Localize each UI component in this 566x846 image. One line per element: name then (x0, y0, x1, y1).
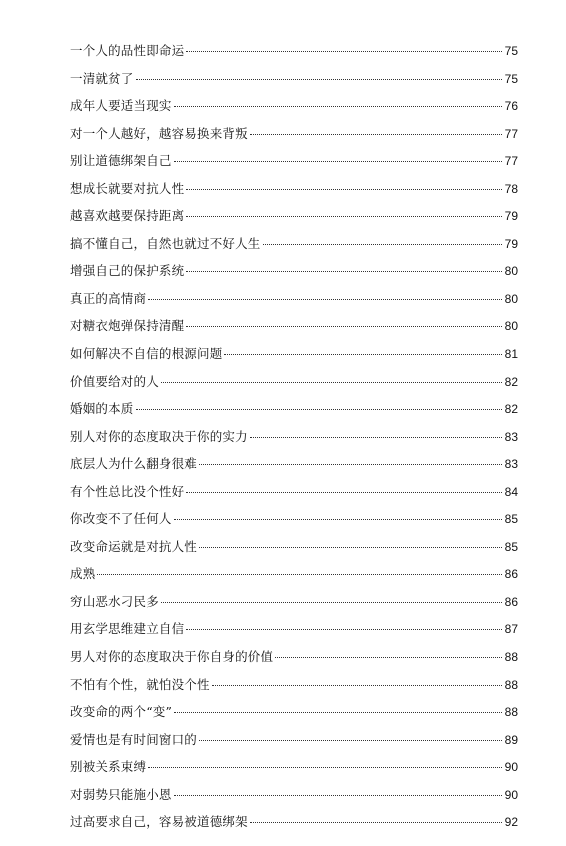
toc-entry[interactable] (70, 478, 518, 506)
toc-entry[interactable] (70, 533, 518, 561)
toc-entry-page: 92 (504, 815, 518, 830)
dot-leader (174, 519, 502, 520)
toc-entry-title: 过高要求自己，容易被道德绑架 (70, 814, 248, 830)
toc-entry-page: 82 (504, 374, 518, 389)
toc-entry[interactable] (70, 560, 518, 588)
toc-entry[interactable] (70, 671, 518, 699)
toc-entry-title: 用玄学思维建立自信 (70, 621, 185, 637)
dot-leader (186, 629, 502, 630)
dot-leader (186, 326, 502, 327)
toc-entry-title: 别让道德绑架自己 (70, 153, 172, 169)
toc-entry-page: 78 (504, 181, 518, 196)
dot-leader (250, 822, 502, 823)
toc-entry-page: 80 (504, 291, 518, 306)
dot-leader (174, 712, 502, 713)
toc-entry-title: 你改变不了任何人 (70, 511, 172, 527)
dot-leader (186, 51, 502, 52)
dot-leader (212, 685, 502, 686)
dot-leader (186, 271, 502, 272)
toc-entry[interactable] (70, 65, 518, 93)
toc-entry-page: 88 (504, 677, 518, 692)
table-of-contents (70, 37, 518, 836)
dot-leader (186, 492, 502, 493)
toc-entry-title: 价值要给对的人 (70, 373, 159, 389)
dot-leader (174, 795, 502, 796)
toc-entry-page: 88 (504, 650, 518, 665)
toc-entry-page: 79 (504, 209, 518, 224)
toc-entry[interactable] (70, 423, 518, 451)
toc-entry-page: 80 (504, 264, 518, 279)
toc-entry-title: 成熟 (70, 566, 96, 582)
dot-leader (148, 767, 502, 768)
toc-entry[interactable] (70, 588, 518, 616)
toc-entry-title: 真正的高情商 (70, 290, 147, 306)
toc-entry-title: 改变命运就是对抗人性 (70, 538, 198, 554)
toc-entry-title: 爱情也是有时间窗口的 (70, 731, 198, 747)
toc-entry-title: 别被关系束缚 (70, 759, 147, 775)
dot-leader (161, 602, 502, 603)
toc-entry-page: 79 (504, 236, 518, 251)
toc-entry-title: 别人对你的态度取决于你的实力 (70, 428, 248, 444)
toc-entry-title: 想成长就要对抗人性 (70, 180, 185, 196)
toc-entry[interactable] (70, 505, 518, 533)
toc-entry-title: 对弱势只能施小恩 (70, 786, 172, 802)
toc-entry[interactable] (70, 147, 518, 175)
dot-leader (186, 216, 502, 217)
toc-entry-page: 75 (504, 44, 518, 58)
toc-entry-page: 90 (504, 787, 518, 802)
toc-entry-title: 底层人为什么翻身很难 (70, 456, 198, 472)
toc-entry-title: 如何解决不自信的根源问题 (70, 346, 223, 362)
toc-entry[interactable] (70, 808, 518, 836)
toc-entry-title: 增强自己的保护系统 (70, 263, 185, 279)
toc-entry[interactable] (70, 643, 518, 671)
toc-entry-title: 搞不懂自己，自然也就过不好人生 (70, 235, 261, 251)
toc-entry-page: 80 (504, 319, 518, 334)
toc-entry[interactable] (70, 202, 518, 230)
toc-entry-page: 82 (504, 402, 518, 417)
dot-leader (148, 299, 502, 300)
dot-leader (250, 134, 502, 135)
toc-entry[interactable] (70, 340, 518, 368)
toc-entry-title: 婚姻的本质 (70, 401, 134, 417)
toc-entry[interactable] (70, 615, 518, 643)
dot-leader (263, 244, 502, 245)
dot-leader (224, 354, 502, 355)
toc-entry[interactable] (70, 450, 518, 478)
toc-entry[interactable] (70, 92, 518, 120)
toc-entry[interactable] (70, 726, 518, 754)
dot-leader (275, 657, 502, 658)
toc-entry-page: 84 (504, 484, 518, 499)
toc-entry-page: 75 (504, 71, 518, 86)
toc-entry-title: 对糖衣炮弹保持清醒 (70, 318, 185, 334)
toc-entry-page: 89 (504, 732, 518, 747)
dot-leader (199, 464, 502, 465)
dot-leader (186, 189, 502, 190)
toc-entry-page: 86 (504, 594, 518, 609)
toc-entry[interactable] (70, 37, 518, 65)
toc-entry-page: 83 (504, 457, 518, 472)
toc-entry-page: 77 (504, 126, 518, 141)
dot-leader (136, 409, 502, 410)
toc-entry-title: 越喜欢越要保持距离 (70, 208, 185, 224)
toc-entry-page: 85 (504, 512, 518, 527)
toc-entry-page: 77 (504, 154, 518, 169)
dot-leader (174, 106, 502, 107)
dot-leader (97, 574, 502, 575)
toc-entry[interactable] (70, 395, 518, 423)
toc-entry[interactable] (70, 175, 518, 203)
dot-leader (174, 161, 502, 162)
toc-entry-title: 一个人的品性即命运 (70, 43, 185, 58)
toc-entry[interactable] (70, 368, 518, 396)
toc-entry-page: 88 (504, 705, 518, 720)
dot-leader (199, 547, 502, 548)
toc-entry-title: 有个性总比没个性好 (70, 483, 185, 499)
toc-entry-title: 改变命的两个“变” (70, 704, 173, 720)
toc-entry-title: 男人对你的态度取决于你自身的价值 (70, 649, 274, 665)
toc-entry-title: 对一个人越好，越容易换来背叛 (70, 125, 248, 141)
toc-entry-page: 83 (504, 429, 518, 444)
toc-entry-title: 穷山恶水刁民多 (70, 593, 159, 609)
toc-entry[interactable] (70, 230, 518, 258)
toc-entry-title: 成年人要适当现实 (70, 98, 172, 114)
toc-entry[interactable] (70, 753, 518, 781)
toc-entry-title: 不怕有个性，就怕没个性 (70, 676, 210, 692)
toc-entry-page: 90 (504, 760, 518, 775)
toc-entry-page: 85 (504, 539, 518, 554)
toc-entry-page: 81 (504, 347, 518, 362)
toc-entry-page: 76 (504, 99, 518, 114)
toc-entry-page: 86 (504, 567, 518, 582)
dot-leader (136, 79, 502, 80)
toc-entry[interactable] (70, 120, 518, 148)
toc-entry[interactable] (70, 312, 518, 340)
toc-entry[interactable] (70, 285, 518, 313)
toc-entry-page: 87 (504, 622, 518, 637)
toc-entry[interactable] (70, 257, 518, 285)
dot-leader (250, 437, 502, 438)
toc-entry-title: 一清就贫了 (70, 70, 134, 86)
dot-leader (199, 740, 502, 741)
toc-entry[interactable] (70, 781, 518, 809)
dot-leader (161, 382, 502, 383)
toc-entry[interactable] (70, 698, 518, 726)
